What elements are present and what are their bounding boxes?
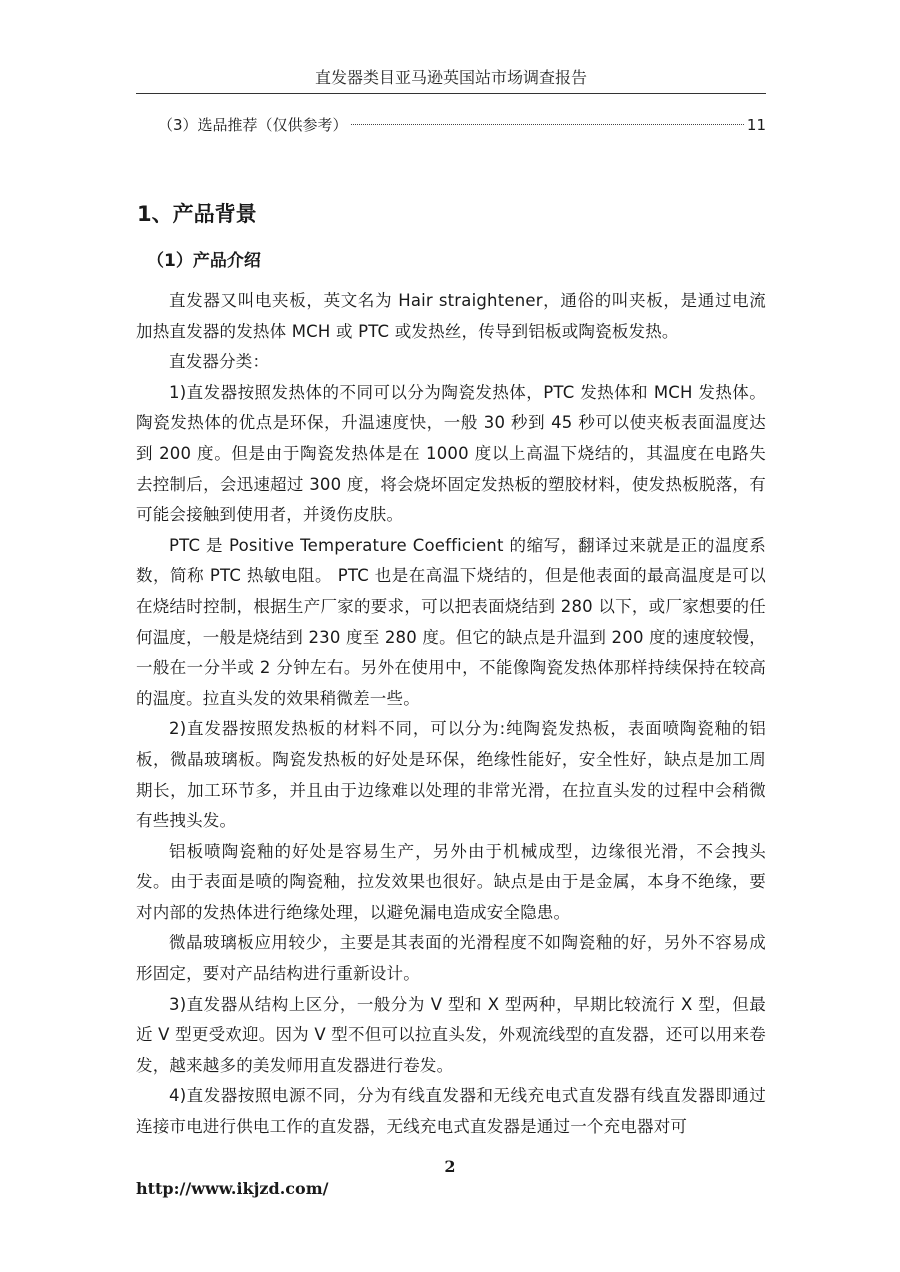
running-header: 直发器类目亚马逊英国站市场调查报告: [314, 68, 587, 87]
page-number: 2: [444, 1157, 456, 1176]
header-divider: [136, 93, 766, 94]
paragraph: 1)直发器按照发热体的不同可以分为陶瓷发热体，PTC 发热体和 MCH 发热体。陶瓷发热体的优点是环保，升温速度快，一般 30 秒到 45 秒可以使夹板表面温度达到 200 度。但是由于陶瓷发热体是在 1000 度以上高温下烧结的，其温度在电路失去控制后，会迅速超过 300 度，将会烧坏固定发热板的塑胶材料，使发热板脱落，有可能会接触到使用者，并烫伤皮肤。: [136, 382, 766, 525]
toc-entry-label: （3）选品推荐（仅供参考）: [158, 116, 348, 134]
footer-url[interactable]: http://www.ikjzd.com/: [136, 1179, 329, 1198]
paragraph: 3)直发器从结构上区分，一般分为 V 型和 X 型两种，早期比较流行 X 型，但最近 V 型更受欢迎。因为 V 型不但可以拉直头发，外观流线型的直发器，还可以用来卷发，越来越多的美发师用直发器进行卷发。: [136, 994, 766, 1075]
toc-entry-page: 11: [746, 116, 766, 134]
toc-entry[interactable]: [158, 112, 766, 138]
paragraph: 4)直发器按照电源不同，分为有线直发器和无线充电式直发器有线直发器即通过连接市电进行供电工作的直发器，无线充电式直发器是通过一个充电器对可: [136, 1086, 766, 1137]
paragraph: 铝板喷陶瓷釉的好处是容易生产，另外由于机械成型，边缘很光滑，不会拽头发。由于表面是喷的陶瓷釉，拉发效果也很好。缺点是由于是金属，本身不绝缘，要对内部的发热体进行绝缘处理，以避免漏电造成安全隐患。: [136, 841, 766, 922]
toc-dot-leader: [351, 124, 744, 125]
paragraph: 直发器分类：: [169, 352, 270, 372]
paragraph: 微晶玻璃板应用较少，主要是其表面的光滑程度不如陶瓷釉的好，另外不容易成形固定，要对产品结构进行重新设计。: [136, 933, 766, 984]
section-heading: 1、产品背景: [137, 202, 257, 226]
paragraph: 2)直发器按照发热板的材料不同，可以分为:纯陶瓷发热板，表面喷陶瓷釉的铝板，微晶玻璃板。陶瓷发热板的好处是环保，绝缘性能好，安全性好，缺点是加工周期长，加工环节多，并且由于边缘难以处理的非常光滑，在拉直头发的过程中会稍微有些拽头发。: [136, 719, 766, 831]
paragraph: PTC 是 Positive Temperature Coefficient 的缩写，翻译过来就是正的温度系数，简称 PTC 热敏电阻。 PTC 也是在高温下烧结的，但是他表面的最高温度是可以在烧结时控制，根据生产厂家的要求，可以把表面烧结到 280 以下，或厂家想要的任何温度，一般是烧结到 230 度至 280 度。但它的缺点是升温到 200 度的速度较慢，一般在一分半或 2 分钟左右。另外在使用中，不能像陶瓷发热体那样持续保持在较高的温度。拉直头发的效果稍微差一些。: [136, 535, 766, 708]
body-text: [136, 286, 766, 1143]
paragraph: 直发器又叫电夹板，英文名为 Hair straightener，通俗的叫夹板，是通过电流加热直发器的发热体 MCH 或 PTC 或发热丝，传导到铝板或陶瓷板发热。: [136, 291, 766, 341]
subsection-heading: （1）产品介绍: [147, 251, 261, 271]
